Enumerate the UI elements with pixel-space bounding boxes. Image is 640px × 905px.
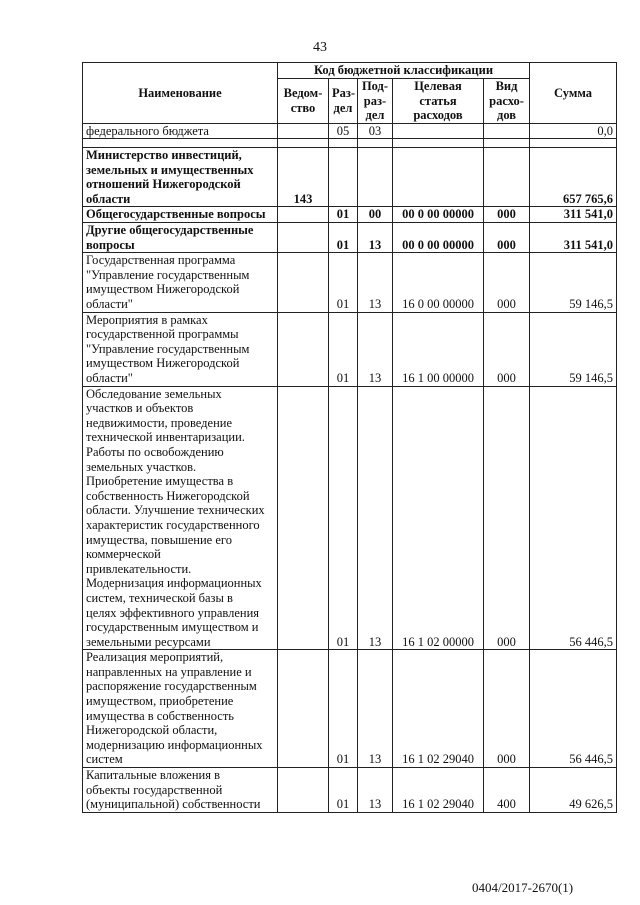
document-code: 0404/2017-2670(1)	[472, 880, 574, 895]
row-name	[83, 386, 278, 650]
row-target-article	[393, 139, 484, 148]
row-target-article: 16 1 02 00000	[393, 386, 484, 650]
table-row	[83, 253, 617, 312]
row-name-line: Общегосударственные вопросы	[86, 207, 266, 222]
row-name-line: характеристик государственного	[86, 517, 260, 532]
row-dept	[278, 650, 329, 768]
header-section	[329, 79, 358, 124]
row-expense-type	[484, 139, 530, 148]
header-name: Наименование	[83, 63, 278, 124]
row-name-line: имущества в собственность	[86, 708, 234, 723]
row-subsection: 03	[358, 123, 393, 139]
row-expense-type: 400	[484, 768, 530, 813]
row-expense-type: 000	[484, 386, 530, 650]
header-line: дел	[365, 108, 385, 122]
header-line: Под-	[361, 79, 389, 93]
budget-classification-table	[82, 62, 617, 813]
row-sum: 59 146,5	[530, 253, 617, 312]
header-row-top	[83, 63, 617, 79]
row-expense-type: 000	[484, 207, 530, 223]
table-row	[83, 650, 617, 768]
row-dept	[278, 223, 329, 253]
row-name-line: "Управление государственным	[86, 341, 250, 356]
row-section: 01	[329, 768, 358, 813]
row-dept	[278, 768, 329, 813]
row-section: 01	[329, 312, 358, 386]
row-subsection	[358, 139, 393, 148]
row-dept	[278, 139, 329, 148]
header-line: расхо-	[489, 93, 524, 108]
row-target-article: 16 1 02 29040	[393, 650, 484, 768]
row-name-line: систем, технической базы в	[86, 590, 233, 605]
row-target-article: 16 1 00 00000	[393, 312, 484, 386]
row-name-line: технической инвентаризации.	[86, 430, 245, 445]
row-sum: 657 765,6	[530, 148, 617, 207]
row-name	[83, 312, 278, 386]
row-name-line: области"	[86, 371, 133, 385]
row-section: 05	[329, 123, 358, 139]
header-line: ство	[290, 100, 316, 115]
header-line: Ведом-	[283, 86, 323, 101]
row-name	[83, 253, 278, 312]
row-expense-type: 000	[484, 223, 530, 253]
row-subsection: 13	[358, 768, 393, 813]
row-name-line: участков и объектов	[86, 401, 194, 416]
row-dept	[278, 123, 329, 139]
row-dept	[278, 386, 329, 650]
row-name-line: распоряжение государственным	[86, 679, 257, 694]
row-name-line: (муниципальной) собственности	[86, 797, 261, 812]
row-name-line: Приобретение имущества в	[86, 474, 234, 489]
row-name-line: Обследование земельных	[86, 386, 222, 401]
row-section	[329, 139, 358, 148]
row-name-line: систем	[86, 752, 123, 767]
row-name-line: коммерческой	[86, 547, 161, 562]
header-dept	[278, 79, 329, 124]
row-section: 01	[329, 386, 358, 650]
header-target-article	[393, 79, 484, 124]
header-line: статья	[419, 93, 457, 108]
header-classification-code: Код бюджетной классификации	[278, 63, 530, 79]
row-section: 01	[329, 207, 358, 223]
table-row	[83, 123, 617, 139]
row-name-line: Министерство инвестиций,	[86, 148, 242, 163]
row-name-line: Работы по освобождению	[86, 444, 224, 459]
row-dept	[278, 207, 329, 223]
row-name-line: федерального бюджета	[86, 123, 209, 138]
row-expense-type	[484, 148, 530, 207]
row-name-line: объекты государственной	[86, 782, 223, 797]
row-name	[83, 123, 278, 139]
row-name-line: Мероприятия в рамках	[86, 312, 208, 327]
row-name-line: имуществом, приобретение	[86, 694, 234, 709]
row-name-line: "Управление государственным	[86, 267, 250, 282]
row-name-line: модернизацию информационных	[86, 737, 263, 752]
row-name-line: области. Улучшение технических	[86, 503, 265, 518]
row-name	[83, 650, 278, 768]
row-name-line: земельных участков.	[86, 459, 197, 474]
row-name-line: земельными ресурсами	[86, 634, 211, 649]
table-row	[83, 768, 617, 813]
row-expense-type: 000	[484, 650, 530, 768]
row-dept: 143	[278, 148, 329, 207]
table-row	[83, 223, 617, 253]
row-name	[83, 148, 278, 207]
row-name	[83, 207, 278, 223]
row-name-line: Модернизация информационных	[86, 576, 262, 591]
row-name-line: недвижимости, проведение	[86, 415, 233, 430]
header-line: дел	[333, 100, 353, 115]
header-line: Вид	[495, 79, 518, 93]
header-line: Целевая	[414, 79, 462, 93]
header-line: раз-	[363, 93, 387, 108]
row-target-article: 00 0 00 00000	[393, 207, 484, 223]
row-subsection	[358, 148, 393, 207]
row-name-line: земельных и имущественных	[86, 162, 254, 177]
row-name-line: имущества, повышение его	[86, 532, 232, 547]
row-sum	[530, 139, 617, 148]
row-name-line: собственность Нижегородской	[86, 488, 250, 503]
row-expense-type: 000	[484, 312, 530, 386]
row-name-line: целях эффективного управления	[86, 605, 260, 620]
row-name-line: имуществом Нижегородской	[86, 282, 240, 297]
table-row	[83, 139, 617, 148]
row-subsection: 13	[358, 386, 393, 650]
row-target-article: 16 0 00 00000	[393, 253, 484, 312]
row-name-line: вопросы	[86, 237, 135, 252]
row-sum: 59 146,5	[530, 312, 617, 386]
row-subsection: 13	[358, 650, 393, 768]
row-sum: 0,0	[530, 123, 617, 139]
row-name-line: области"	[86, 297, 133, 312]
row-sum: 56 446,5	[530, 650, 617, 768]
page-number: 43	[313, 40, 327, 55]
row-name-line: государственной программы	[86, 327, 239, 342]
header-line: дов	[497, 108, 517, 122]
row-name-line: Другие общегосударственные	[86, 223, 254, 238]
row-section: 01	[329, 650, 358, 768]
row-dept	[278, 253, 329, 312]
table-row	[83, 207, 617, 223]
table-row	[83, 312, 617, 386]
row-expense-type: 000	[484, 253, 530, 312]
table-row	[83, 386, 617, 650]
table-row	[83, 148, 617, 207]
row-dept	[278, 312, 329, 386]
row-sum: 311 541,0	[530, 223, 617, 253]
row-name-line: Нижегородской области,	[86, 723, 218, 738]
header-subsection	[358, 79, 393, 124]
header-sum: Сумма	[530, 63, 617, 124]
row-name	[83, 139, 278, 148]
row-name-line: Государственная программа	[86, 253, 236, 268]
row-target-article	[393, 148, 484, 207]
row-subsection: 13	[358, 312, 393, 386]
row-section	[329, 148, 358, 207]
row-name-line: Капитальные вложения в	[86, 768, 220, 783]
row-name-line: Реализация мероприятий,	[86, 650, 224, 665]
row-target-article: 00 0 00 00000	[393, 223, 484, 253]
row-subsection: 13	[358, 223, 393, 253]
row-name	[83, 768, 278, 813]
row-sum: 311 541,0	[530, 207, 617, 223]
row-name-line: имуществом Нижегородской	[86, 356, 240, 371]
header-line: расходов	[413, 108, 463, 122]
row-subsection: 00	[358, 207, 393, 223]
table-body	[83, 123, 617, 812]
row-target-article	[393, 123, 484, 139]
row-name-line: области	[86, 191, 131, 206]
row-name-line: отношений Нижегородской	[86, 177, 241, 192]
row-sum: 49 626,5	[530, 768, 617, 813]
header-line: Раз-	[332, 86, 356, 101]
row-sum: 56 446,5	[530, 386, 617, 650]
row-target-article: 16 1 02 29040	[393, 768, 484, 813]
row-subsection: 13	[358, 253, 393, 312]
row-expense-type	[484, 123, 530, 139]
header-expense-type	[484, 79, 530, 124]
row-name-line: государственным имуществом и	[86, 620, 259, 635]
row-name-line: привлекательности.	[86, 561, 192, 576]
row-name	[83, 223, 278, 253]
row-section: 01	[329, 253, 358, 312]
row-section: 01	[329, 223, 358, 253]
row-name-line: направленных на управление и	[86, 664, 252, 679]
